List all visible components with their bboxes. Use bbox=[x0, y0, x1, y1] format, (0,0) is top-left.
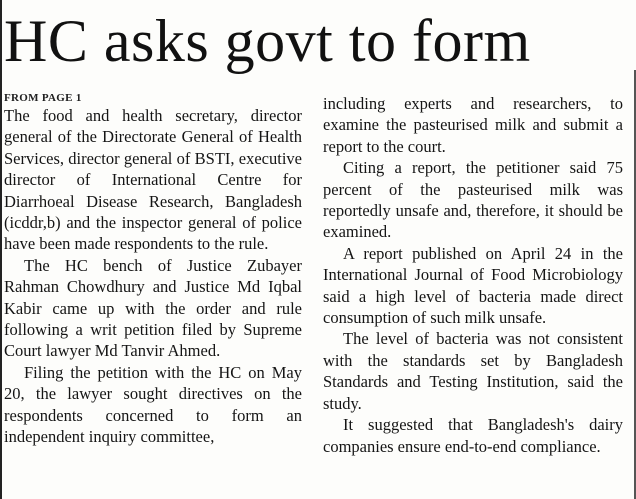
left-border-rule bbox=[0, 0, 2, 499]
article-paragraph: Filing the petition with the HC on May 20, the lawyer sought directives on the respondents concerned to form an independent inquiry committee, bbox=[4, 362, 302, 447]
continuation-kicker: FROM PAGE 1 bbox=[4, 92, 82, 104]
article-paragraph: including experts and researchers, to examine the pasteurised milk and submit a report to the court. bbox=[323, 94, 623, 156]
article-paragraph: Citing a report, the petitioner said 75 percent of the pasteurised milk was reportedly unsafe and, therefore, it should be examined. bbox=[323, 158, 623, 242]
article-paragraph: The food and health secretary, director general of the Directorate General of Health Services, director general of BSTI, executive director of International Centre for Diarrhoeal Disease Research, Bangladesh (icddr,b) and the inspector general of police have been made respondents to the rule. bbox=[4, 106, 302, 254]
article-paragraph: The level of bacteria was not consistent with the standards set by Bangladesh Standards and Testing Institution, said the study. bbox=[323, 329, 623, 413]
article-column-right bbox=[323, 93, 623, 457]
article-paragraph: A report published on April 24 in the International Journal of Food Microbiology said a high level of bacteria made direct consumption of such milk unsafe. bbox=[323, 243, 623, 328]
article-column-left bbox=[4, 92, 302, 448]
article-paragraph: It suggested that Bangladesh's dairy companies ensure end-to-end compliance. bbox=[323, 415, 623, 456]
article-paragraph: The HC bench of Justice Zubayer Rahman Chowdhury and Justice Md Iqbal Kabir came up with the order and rule following a writ petition filed by Supreme Court lawyer Md Tanvir Ahmed. bbox=[4, 255, 302, 361]
headline: HC asks govt to form bbox=[4, 8, 531, 74]
